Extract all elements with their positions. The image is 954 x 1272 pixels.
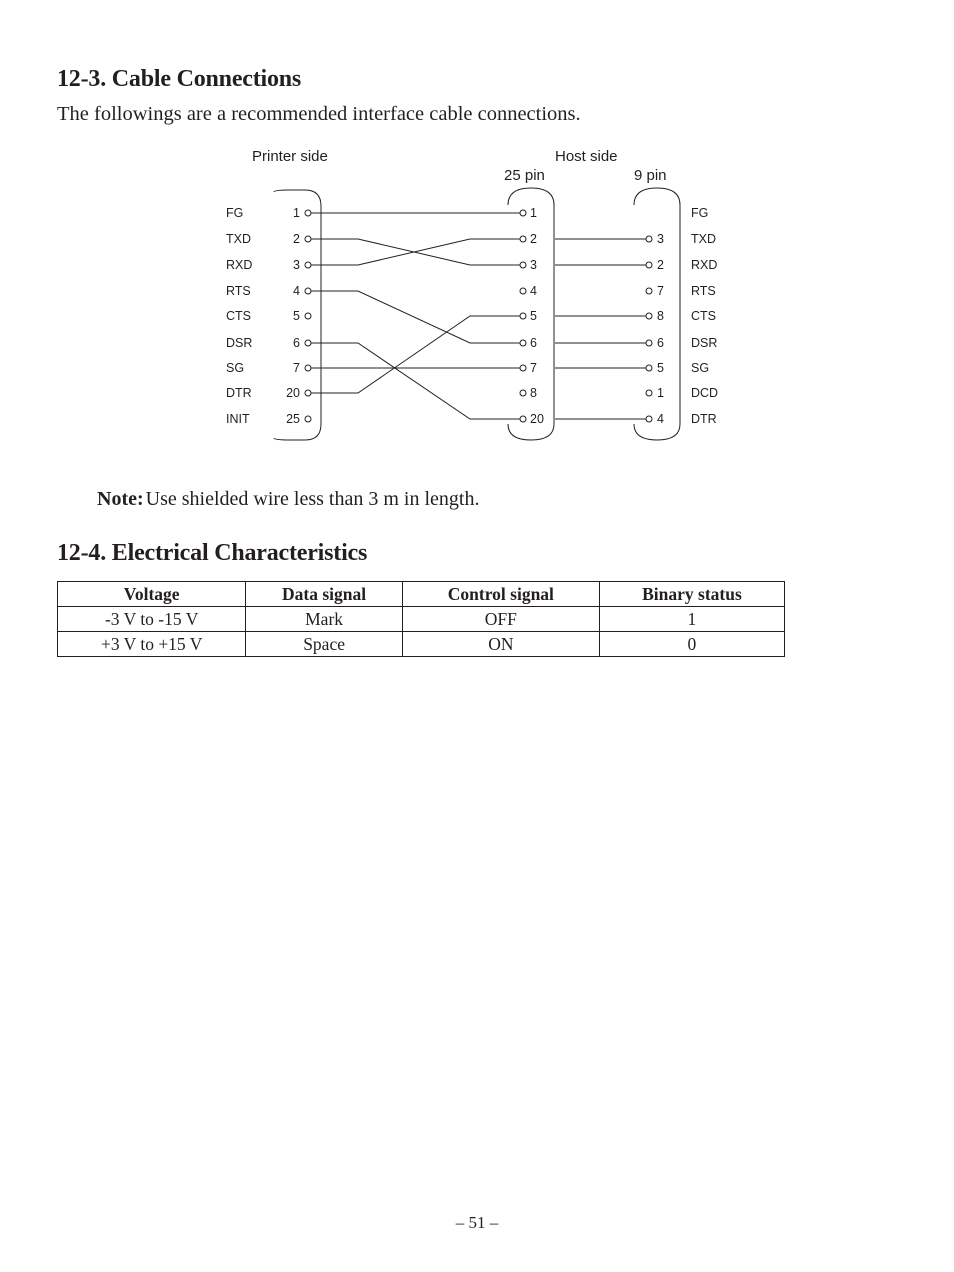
host9-pin-number: 6 [657, 336, 664, 350]
host25-pin-number: 3 [530, 258, 537, 272]
section-title-cable-connections: 12-3. Cable Connections [57, 66, 302, 92]
wire-printer-to-host25 [311, 291, 520, 343]
note-label: Note: [97, 488, 144, 510]
host25-pin-number: 8 [530, 386, 537, 400]
host25-pin-number: 4 [530, 284, 537, 298]
table-cell: Space [246, 632, 402, 657]
wire-printer-to-host25 [311, 343, 520, 419]
host-signal-label: TXD [691, 232, 716, 246]
host-signal-label: DTR [691, 412, 717, 426]
host25-pin-number: 20 [530, 412, 544, 426]
printer-pin-terminal [305, 340, 311, 346]
host9-pin-terminal [646, 288, 652, 294]
host9-pin-terminal [646, 340, 652, 346]
printer-signal-label: DSR [226, 336, 253, 350]
printer-pin-number: 2 [293, 232, 300, 246]
printer-pin-number: 4 [293, 284, 300, 298]
electrical-characteristics-table [57, 581, 785, 657]
host25-pin-terminal [520, 236, 526, 242]
host-signal-label: FG [691, 206, 709, 220]
pin25-label: 25 pin [504, 167, 545, 184]
host9-pin-terminal [646, 365, 652, 371]
host-signal-label: RXD [691, 258, 718, 272]
printer-pin-terminal [305, 288, 311, 294]
printer-pin-terminal [305, 210, 311, 216]
printer-pin-number: 1 [293, 206, 300, 220]
printer-pin-number: 7 [293, 361, 300, 375]
wire-printer-to-host25 [311, 239, 520, 265]
host9-pin-number: 7 [657, 284, 664, 298]
host25-pin-number: 5 [530, 309, 537, 323]
printer-pin-number: 6 [293, 336, 300, 350]
header-binary-status: Binary status [599, 582, 784, 607]
printer-pin-terminal [305, 416, 311, 422]
table-cell: Mark [246, 607, 402, 632]
host25-pin-terminal [520, 262, 526, 268]
printer-signal-label: RTS [226, 284, 251, 298]
host25-pin-terminal [520, 365, 526, 371]
table-row [58, 607, 785, 632]
pin9-label: 9 pin [634, 167, 667, 184]
printer-signal-label: SG [226, 361, 245, 375]
host9-pin-number: 8 [657, 309, 664, 323]
host9-pin-number: 1 [657, 386, 664, 400]
table-cell: 1 [599, 607, 784, 632]
host9-pin-number: 4 [657, 412, 664, 426]
note-text: Use shielded wire less than 3 m in length. [145, 488, 480, 510]
table-row [58, 632, 785, 657]
host25-pin-terminal [520, 340, 526, 346]
printer-pin-terminal [305, 236, 311, 242]
table-cell: +3 V to +15 V [58, 632, 246, 657]
printer-signal-label: TXD [226, 232, 251, 246]
host25-pin-terminal [520, 416, 526, 422]
section-title-electrical-characteristics: 12-4. Electrical Characteristics [57, 540, 368, 566]
host9-pin-terminal [646, 390, 652, 396]
printer-pin-terminal [305, 390, 311, 396]
host25-pin-terminal [520, 288, 526, 294]
table-cell: 0 [599, 632, 784, 657]
cable-wiring-diagram [0, 140, 954, 450]
printer-signal-label: INIT [226, 412, 250, 426]
printer-side-label: Printer side [252, 148, 328, 165]
host-side-label: Host side [555, 148, 618, 165]
printer-signal-label: RXD [226, 258, 253, 272]
printer-pin-number: 25 [286, 412, 300, 426]
header-data-signal: Data signal [246, 582, 402, 607]
host-signal-label: SG [691, 361, 710, 375]
header-voltage: Voltage [58, 582, 246, 607]
table-cell: -3 V to -15 V [58, 607, 246, 632]
note [97, 488, 479, 511]
host25-pin-number: 1 [530, 206, 537, 220]
printer-signal-label: DTR [226, 386, 252, 400]
host9-pin-terminal [646, 313, 652, 319]
host-signal-label: RTS [691, 284, 716, 298]
host25-pin-number: 6 [530, 336, 537, 350]
printer-pin-terminal [305, 313, 311, 319]
printer-pin-number: 3 [293, 258, 300, 272]
host25-pin-number: 7 [530, 361, 537, 375]
printer-signal-label: FG [226, 206, 244, 220]
host9-pin-terminal [646, 236, 652, 242]
host25-pin-terminal [520, 390, 526, 396]
wires [311, 213, 646, 419]
printer-pin-number: 20 [286, 386, 300, 400]
host-signal-label: DCD [691, 386, 719, 400]
host9-pin-number: 3 [657, 232, 664, 246]
printer-pin-number: 5 [293, 309, 300, 323]
host-signal-label: CTS [691, 309, 716, 323]
table-header-row [58, 582, 785, 607]
host9-pin-terminal [646, 262, 652, 268]
intro-text: The followings are a recommended interface cable connections. [57, 103, 581, 125]
host25-pin-terminal [520, 313, 526, 319]
printer-pin-terminal [305, 365, 311, 371]
host9-pin-number: 5 [657, 361, 664, 375]
table-cell: OFF [402, 607, 599, 632]
page-number: – 51 – [455, 1213, 499, 1232]
header-control-signal: Control signal [402, 582, 599, 607]
host9-pin-number: 2 [657, 258, 664, 272]
host-signal-label: DSR [691, 336, 718, 350]
printer-signal-label: CTS [226, 309, 251, 323]
printer-pin-terminal [305, 262, 311, 268]
host9-pin-terminal [646, 416, 652, 422]
table-cell: ON [402, 632, 599, 657]
host25-pin-number: 2 [530, 232, 537, 246]
host25-pin-terminal [520, 210, 526, 216]
